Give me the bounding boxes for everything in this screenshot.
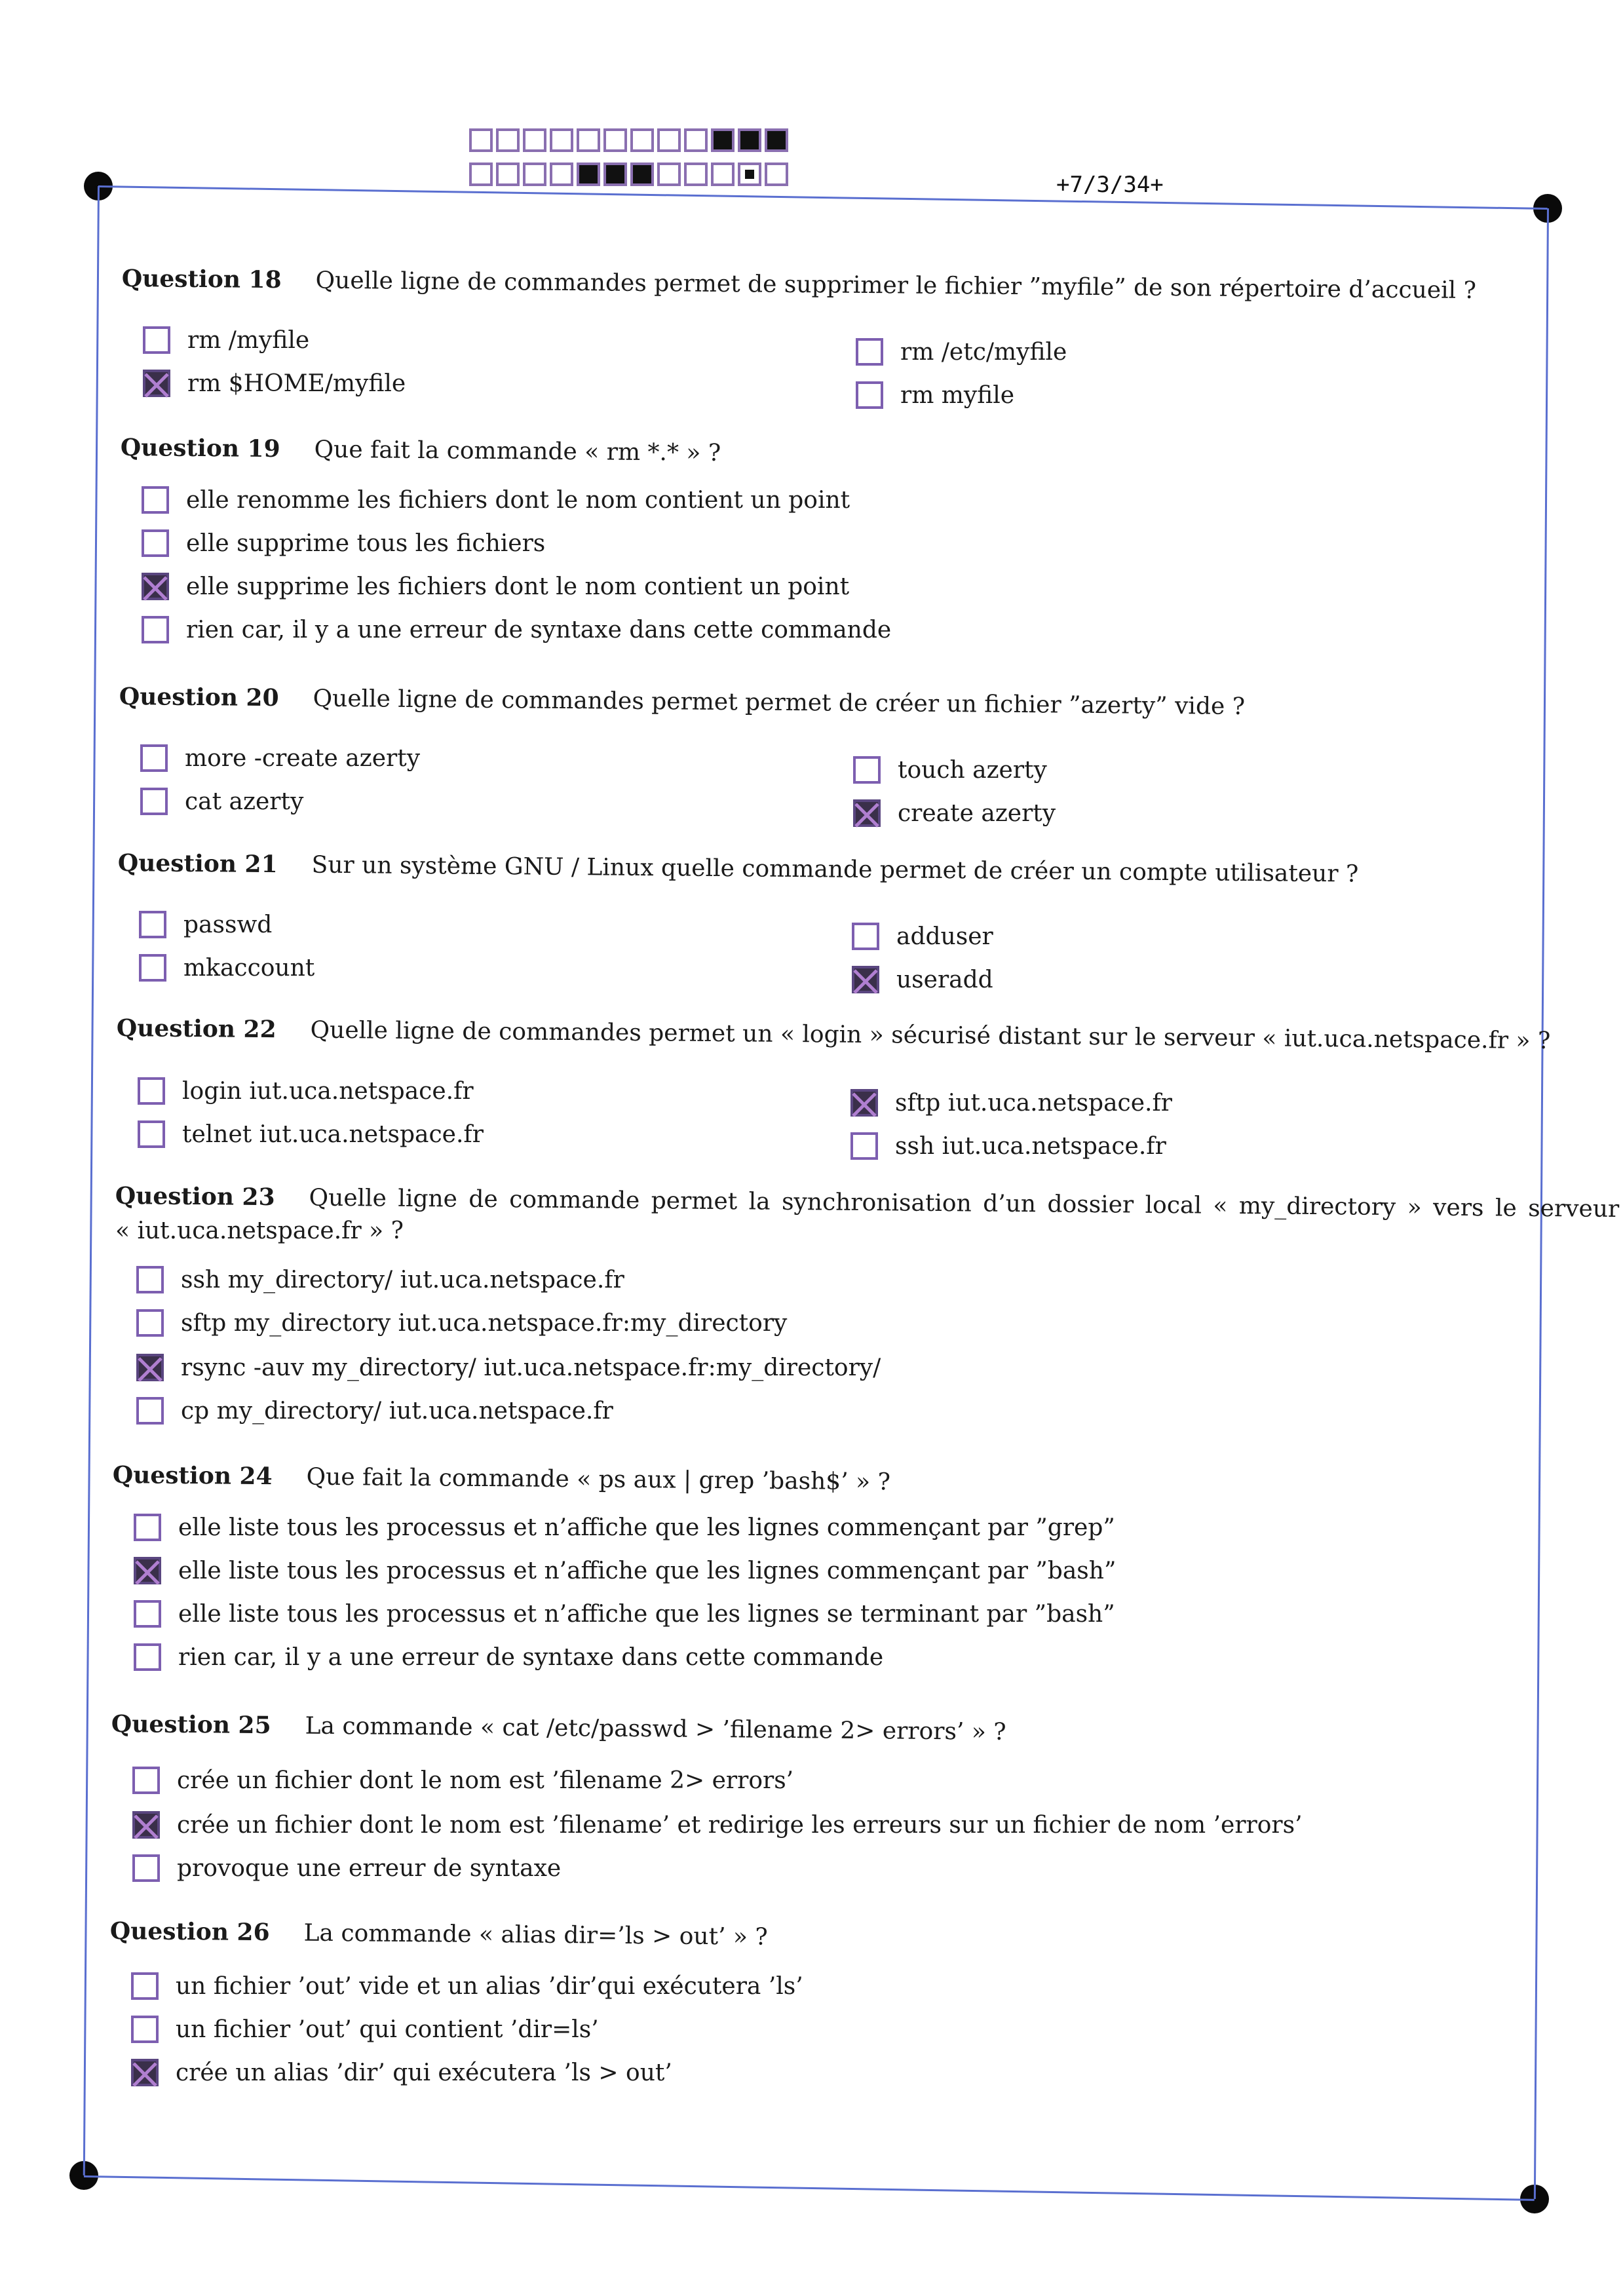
- code-cell: [630, 128, 654, 152]
- option-label: elle liste tous les processus et n’affiche que les lignes commençant par ”grep”: [178, 1514, 1115, 1541]
- option-label: login iut.uca.netspace.fr: [182, 1077, 474, 1105]
- code-cell: [603, 128, 627, 152]
- option-label: elle liste tous les processus et n’affiche que les lignes commençant par ”bash”: [178, 1557, 1117, 1584]
- option-row[interactable]: [142, 573, 849, 600]
- question-24: [113, 1461, 890, 1495]
- code-cell: [765, 128, 788, 152]
- option-label: sftp iut.uca.netspace.fr: [895, 1089, 1172, 1117]
- checkbox[interactable]: [852, 966, 879, 993]
- checkbox[interactable]: [131, 2016, 159, 2043]
- page-code-row-2: [469, 163, 792, 186]
- question-number: Question 20: [119, 683, 279, 712]
- checkbox[interactable]: [134, 1600, 161, 1628]
- code-cell: [765, 163, 788, 186]
- option-label: touch azerty: [898, 756, 1047, 784]
- checkbox[interactable]: [134, 1557, 161, 1584]
- code-cell: [684, 163, 708, 186]
- code-cell: [496, 128, 520, 152]
- checkbox[interactable]: [132, 1854, 160, 1882]
- option-row[interactable]: [131, 2059, 672, 2086]
- question-20: [119, 683, 1246, 720]
- checkbox[interactable]: [142, 616, 169, 643]
- option-row[interactable]: [134, 1643, 883, 1671]
- question-text: Que fait la commande « rm *.* » ?: [314, 436, 721, 467]
- option-label: rm $HOME/myfile: [187, 370, 406, 397]
- checkbox[interactable]: [140, 788, 168, 815]
- checkbox[interactable]: [138, 1120, 165, 1148]
- option-row[interactable]: [134, 1600, 1115, 1628]
- option-row[interactable]: [136, 1309, 787, 1337]
- question-26: [110, 1917, 768, 1951]
- option-label: rm /etc/myfile: [900, 338, 1067, 366]
- checkbox[interactable]: [850, 1132, 878, 1160]
- option-label: sftp my_directory iut.uca.netspace.fr:my_directory: [181, 1309, 788, 1337]
- question-text: Quelle ligne de commandes permet de supprimer le fichier ”myfile” de son répertoire d’accueil ?: [315, 267, 1477, 305]
- question-text: Que fait la commande « ps aux | grep ’bash$’ » ?: [306, 1463, 891, 1496]
- option-label: telnet iut.uca.netspace.fr: [182, 1120, 484, 1148]
- option-row[interactable]: [136, 1354, 881, 1381]
- option-label: elle supprime les fichiers dont le nom contient un point: [186, 573, 850, 600]
- option-row[interactable]: [134, 1557, 1116, 1584]
- page-identifier: +7/3/34+: [1056, 172, 1164, 198]
- option-label: rm myfile: [900, 381, 1015, 409]
- frame-left-line: [83, 186, 100, 2175]
- option-label: useradd: [896, 966, 993, 993]
- question-text: Quelle ligne de commande permet la synchronisation d’un dossier local « my_directory » vers le serveur: [309, 1184, 1620, 1223]
- question-22: [117, 1014, 1551, 1054]
- option-row[interactable]: [132, 1767, 793, 1794]
- option-row[interactable]: [143, 370, 406, 397]
- option-row[interactable]: [142, 529, 545, 557]
- page-code-row-1: [469, 128, 792, 152]
- option-row[interactable]: [856, 381, 1014, 409]
- checkbox[interactable]: [142, 486, 169, 514]
- option-row[interactable]: [850, 1132, 1166, 1160]
- checkbox[interactable]: [853, 756, 881, 784]
- code-cell: [550, 163, 573, 186]
- code-cell: [577, 128, 600, 152]
- option-label: rien car, il y a une erreur de syntaxe dans cette commande: [186, 616, 892, 643]
- option-label: elle renomme les fichiers dont le nom contient un point: [186, 486, 850, 514]
- option-row[interactable]: [136, 1397, 613, 1425]
- checkbox[interactable]: [140, 744, 168, 772]
- option-row[interactable]: [139, 954, 315, 982]
- question-19: [121, 434, 721, 467]
- question-text: La commande « alias dir=’ls > out’ » ?: [303, 1919, 768, 1951]
- option-row[interactable]: [138, 1120, 484, 1148]
- option-row[interactable]: [138, 1077, 474, 1105]
- option-row[interactable]: [852, 966, 993, 993]
- option-row[interactable]: [131, 1972, 803, 2000]
- code-cell: [523, 163, 546, 186]
- question-25: [111, 1710, 1006, 1746]
- option-row[interactable]: [856, 338, 1067, 366]
- question-23: [115, 1182, 1620, 1223]
- code-cell: [577, 163, 600, 186]
- checkbox[interactable]: [143, 370, 170, 397]
- option-row[interactable]: [850, 1089, 1172, 1117]
- option-row[interactable]: [134, 1514, 1115, 1541]
- code-cell: [657, 128, 681, 152]
- option-label: rsync -auv my_directory/ iut.uca.netspace.fr:my_directory/: [181, 1354, 881, 1381]
- checkbox[interactable]: [132, 1811, 160, 1839]
- checkbox[interactable]: [131, 1972, 159, 2000]
- checkbox[interactable]: [136, 1397, 164, 1425]
- option-row[interactable]: [142, 616, 891, 643]
- option-label: adduser: [896, 923, 993, 950]
- checkbox[interactable]: [136, 1266, 164, 1293]
- checkbox[interactable]: [136, 1354, 164, 1381]
- question-text: La commande « cat /etc/passwd > ’filename 2> errors’ » ?: [305, 1712, 1006, 1746]
- code-cell: [738, 163, 761, 186]
- option-row[interactable]: [139, 911, 272, 938]
- checkbox[interactable]: [134, 1514, 161, 1541]
- question-18: [122, 265, 1476, 304]
- option-label: mkaccount: [183, 954, 315, 982]
- checkbox[interactable]: [142, 573, 169, 600]
- code-cell: [738, 128, 761, 152]
- option-row[interactable]: [143, 326, 309, 354]
- checkbox[interactable]: [132, 1767, 160, 1794]
- checkbox[interactable]: [134, 1643, 161, 1671]
- checkbox[interactable]: [142, 529, 169, 557]
- option-label: crée un fichier dont le nom est ’filename’ et redirige les erreurs sur un fichier de nom ’errors’: [177, 1811, 1303, 1839]
- question-text-continued: « iut.uca.netspace.fr » ?: [115, 1217, 404, 1244]
- option-label: un fichier ’out’ qui contient ’dir=ls’: [176, 2016, 599, 2043]
- option-label: cp my_directory/ iut.uca.netspace.fr: [181, 1397, 613, 1425]
- code-cell: [630, 163, 654, 186]
- code-cell: [523, 128, 546, 152]
- question-number: Question 19: [120, 434, 280, 463]
- checkbox[interactable]: [139, 911, 166, 938]
- option-label: crée un alias ’dir’ qui exécutera ’ls > out’: [176, 2059, 672, 2086]
- option-row[interactable]: [140, 788, 303, 815]
- question-number: Question 26: [109, 1917, 270, 1947]
- option-label: ssh my_directory/ iut.uca.netspace.fr: [181, 1266, 624, 1293]
- option-label: un fichier ’out’ vide et un alias ’dir’qui exécutera ’ls’: [176, 1972, 803, 2000]
- checkbox[interactable]: [856, 381, 883, 409]
- code-cell: [603, 163, 627, 186]
- code-cell: [469, 128, 493, 152]
- frame-bottom-line: [84, 2175, 1535, 2201]
- option-row[interactable]: [140, 744, 420, 772]
- option-row[interactable]: [852, 923, 993, 950]
- option-row[interactable]: [853, 799, 1056, 827]
- question-number: Question 23: [115, 1182, 275, 1212]
- option-label: rien car, il y a une erreur de syntaxe dans cette commande: [178, 1643, 884, 1671]
- code-cell: [684, 128, 708, 152]
- question-number: Question 25: [111, 1710, 271, 1740]
- question-text: Quelle ligne de commandes permet un « login » sécurisé distant sur le serveur « iut.uca.netspace.fr » ?: [310, 1016, 1551, 1055]
- checkbox[interactable]: [138, 1077, 165, 1105]
- code-cell: [550, 128, 573, 152]
- option-label: rm /myfile: [187, 326, 310, 354]
- code-cell: [657, 163, 681, 186]
- question-number: Question 22: [116, 1014, 277, 1044]
- question-text: Quelle ligne de commandes permet permet de créer un fichier ”azerty” vide ?: [313, 685, 1246, 720]
- checkbox[interactable]: [139, 954, 166, 982]
- question-21: [118, 849, 1359, 888]
- question-number: Question 18: [121, 265, 282, 294]
- question-text: Sur un système GNU / Linux quelle commande permet de créer un compte utilisateur ?: [311, 851, 1359, 888]
- option-label: passwd: [183, 911, 273, 938]
- checkbox[interactable]: [856, 338, 883, 366]
- question-number: Question 21: [117, 849, 278, 879]
- frame-top-line: [98, 185, 1548, 210]
- checkbox[interactable]: [143, 326, 170, 354]
- option-label: crée un fichier dont le nom est ’filename 2> errors’: [177, 1767, 794, 1794]
- option-row[interactable]: [136, 1266, 624, 1293]
- option-label: more -create azerty: [185, 744, 421, 772]
- option-label: elle supprime tous les fichiers: [186, 529, 546, 557]
- option-row[interactable]: [132, 1854, 561, 1882]
- option-label: elle liste tous les processus et n’affiche que les lignes se terminant par ”bash”: [178, 1600, 1115, 1628]
- option-label: create azerty: [898, 799, 1056, 827]
- option-label: provoque une erreur de syntaxe: [177, 1854, 562, 1882]
- checkbox[interactable]: [850, 1089, 878, 1117]
- option-row[interactable]: [853, 756, 1047, 784]
- checkbox[interactable]: [136, 1309, 164, 1337]
- option-row[interactable]: [142, 486, 850, 514]
- option-row[interactable]: [131, 2016, 599, 2043]
- code-cell: [496, 163, 520, 186]
- code-cell: [469, 163, 493, 186]
- code-cell: [711, 128, 735, 152]
- code-cell: [711, 163, 735, 186]
- checkbox[interactable]: [853, 799, 881, 827]
- option-label: ssh iut.uca.netspace.fr: [895, 1132, 1166, 1160]
- question-number: Question 24: [112, 1461, 273, 1491]
- option-row[interactable]: [132, 1811, 1303, 1839]
- checkbox[interactable]: [852, 923, 879, 950]
- option-label: cat azerty: [185, 788, 304, 815]
- checkbox[interactable]: [131, 2059, 159, 2086]
